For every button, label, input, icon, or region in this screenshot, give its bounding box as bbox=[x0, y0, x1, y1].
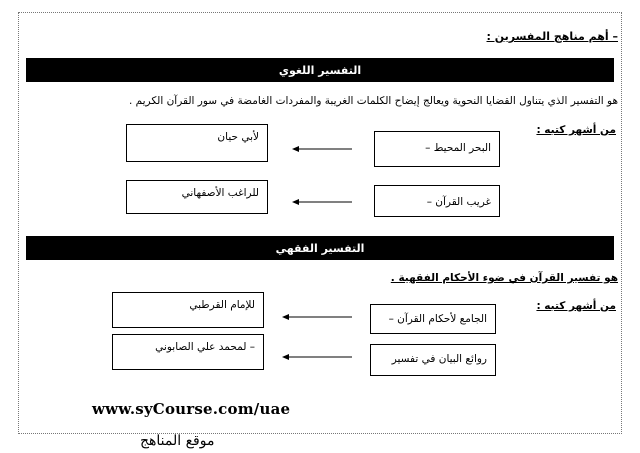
page-heading: – أهم مناهج المفسرين : bbox=[486, 30, 618, 43]
author-box bbox=[126, 124, 268, 162]
book-title: البحر المحيط – bbox=[425, 142, 491, 154]
site-name: موقع المناهج bbox=[140, 433, 215, 449]
book-title: الجامع لأحكام القرآن – bbox=[388, 313, 487, 325]
author-box bbox=[126, 180, 268, 214]
famous-books-label: من أشهر كتبه : bbox=[536, 300, 616, 312]
book-box bbox=[374, 131, 500, 167]
book-title: غريب القرآن – bbox=[426, 196, 491, 208]
famous-books-label: من أشهر كتبه : bbox=[536, 124, 616, 136]
author-name: للراغب الأصفهاني bbox=[181, 187, 259, 199]
book-box bbox=[374, 185, 500, 217]
author-box bbox=[112, 292, 264, 328]
book-box bbox=[370, 344, 496, 376]
book-title: روائع البيان في تفسير bbox=[391, 353, 487, 365]
definition-linguistic: هو التفسير الذي يتناول القضايا النحوية ويعالج إيضاح الكلمات الغريبة والمفردات الغامضة في سور القرآن الكريم . bbox=[128, 95, 618, 107]
site-url[interactable]: www.syCourse.com/uae bbox=[92, 400, 291, 418]
author-name: – لمحمد علي الصابوني bbox=[155, 341, 255, 353]
definition-jurisprudential: هو تفسير القرآن في ضوء الأحكام الفقهية . bbox=[390, 272, 618, 284]
arrow-icon bbox=[292, 144, 354, 154]
banner-title: التفسير الفقهي bbox=[275, 241, 365, 255]
author-box bbox=[112, 334, 264, 370]
banner-title: التفسير اللغوي bbox=[278, 63, 362, 77]
section-banner-jurisprudential bbox=[26, 236, 614, 260]
arrow-icon bbox=[282, 312, 354, 322]
author-name: للإمام القرطبي bbox=[189, 299, 255, 311]
arrow-icon bbox=[282, 352, 354, 362]
section-banner-linguistic bbox=[26, 58, 614, 82]
book-box bbox=[370, 304, 496, 334]
arrow-icon bbox=[292, 197, 354, 207]
author-name: لأبي حيان bbox=[217, 131, 259, 143]
